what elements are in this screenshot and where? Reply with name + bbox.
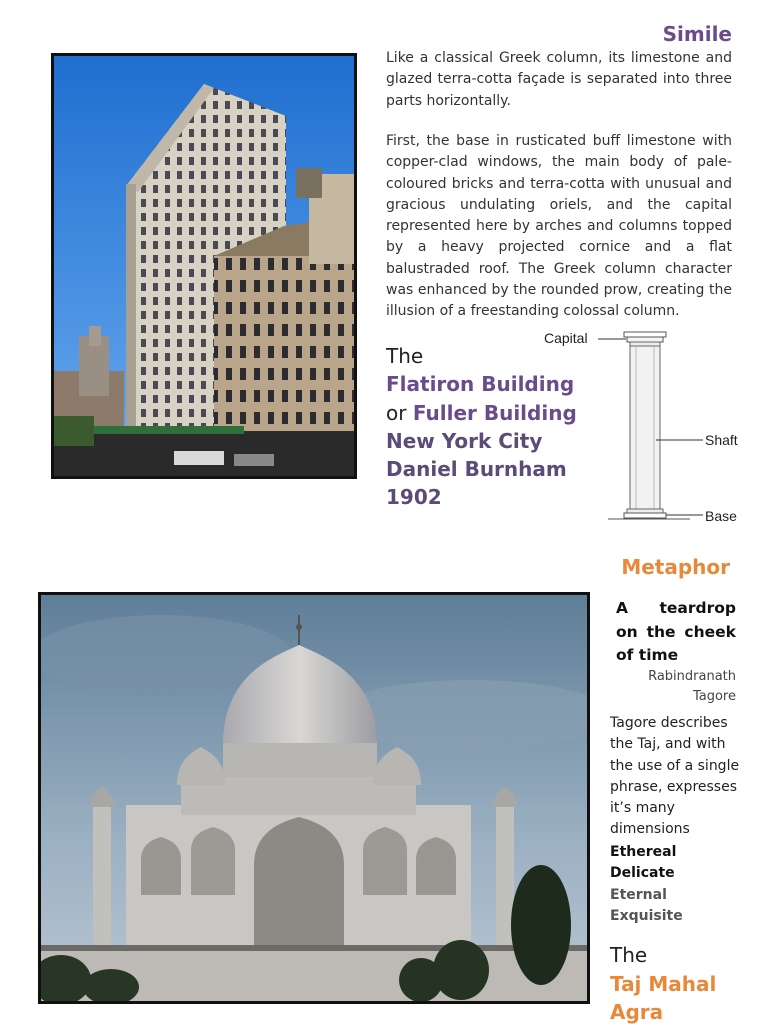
flatiron-photo: [51, 53, 357, 479]
monument-name: Taj Mahal: [610, 971, 717, 996]
or-word: or: [386, 400, 413, 425]
taj-mahal-photo: [38, 592, 590, 1004]
architect: Daniel Burnham: [386, 457, 567, 482]
year: 1902: [386, 485, 442, 510]
base-label: Base: [705, 508, 737, 524]
quality-item: Exquisite: [610, 907, 683, 924]
taj-title-the: The: [610, 943, 648, 967]
quality-item: Ethereal: [610, 844, 677, 860]
column-diagram: [540, 326, 760, 526]
shaft-label: Shaft: [705, 432, 738, 448]
simile-paragraph-1: Like a classical Greek column, its limestone and glazed terra-cotta façade is separated into three parts horizontally.: [386, 50, 732, 109]
monument-location: Agra: [610, 1000, 664, 1024]
metaphor-quote: A teardrop on the cheek of time: [616, 599, 736, 664]
quality-item: Eternal: [610, 886, 667, 903]
alt-building-name: Fuller Building: [412, 400, 577, 425]
quote-author: Rabindranath Tagore: [648, 669, 736, 704]
simile-paragraph-2: First, the base in rusticated buff limestone with copper-clad windows, the main body of pale-coloured bricks and terra-cotta with unusual and gracious undulating oriels, and the capital represented here by arches and columns topped by a heavy projected cornice and a flat balustraded roof. The Greek column character was enhanced by the rounded prow, creating the illusion of a freestanding colossal column.: [386, 133, 732, 320]
metaphor-description: Tagore describes the Taj, and with the use of a single phrase, expresses it’s many dimensions: [610, 715, 740, 838]
taj-title-block: [610, 941, 716, 1027]
capital-label: Capital: [544, 330, 588, 346]
simile-heading: Simile: [662, 22, 732, 46]
metaphor-heading: Metaphor: [621, 555, 730, 579]
qualities-list: [610, 842, 683, 927]
building-name: Flatiron Building: [386, 372, 575, 397]
city: New York City: [386, 428, 543, 453]
quality-item: Delicate: [610, 865, 675, 882]
title-the: The: [386, 344, 424, 368]
